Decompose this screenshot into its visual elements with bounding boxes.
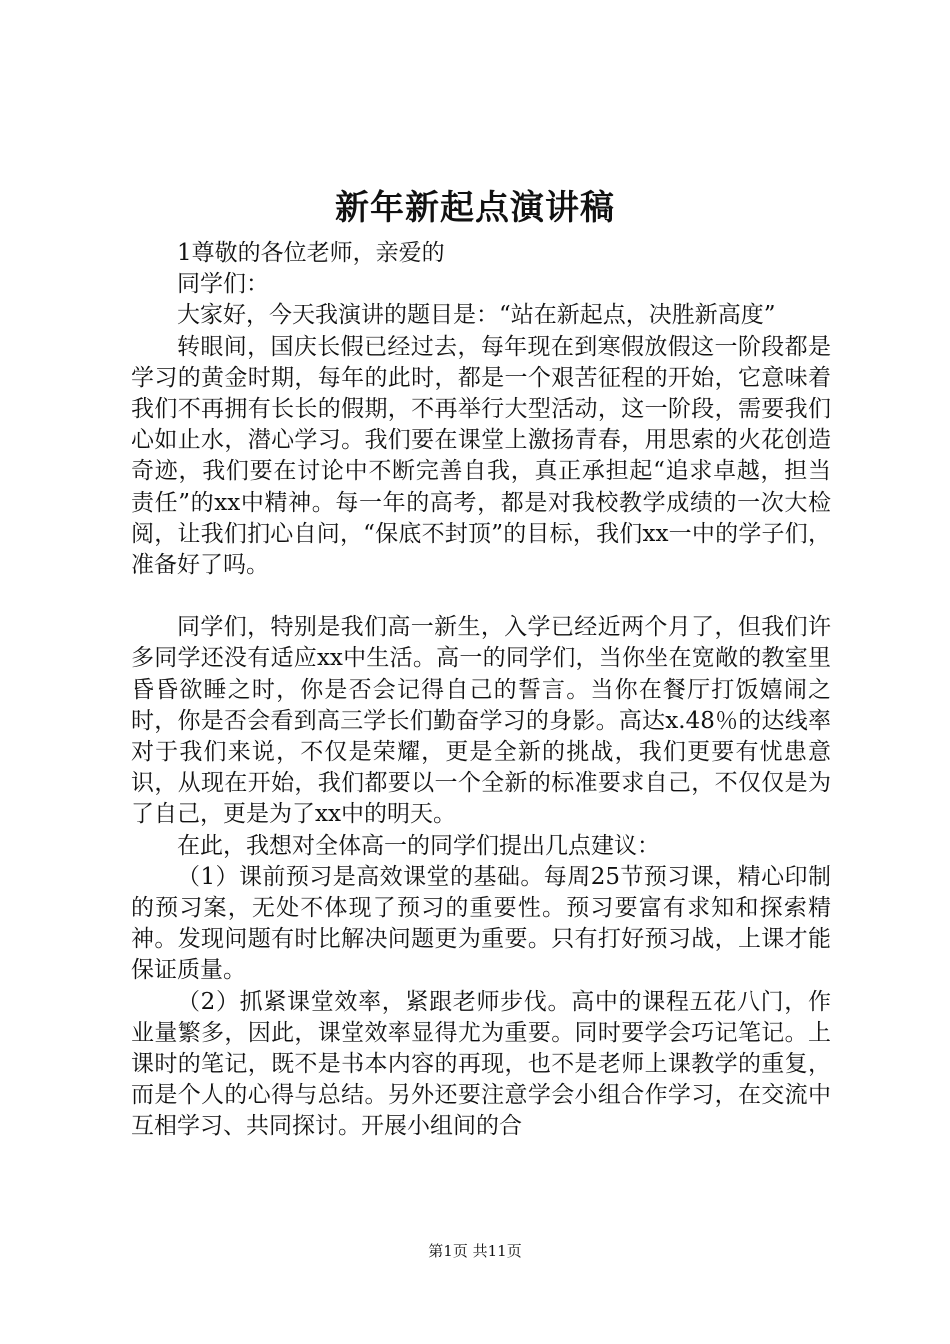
paragraph-suggestions-lead: 在此，我想对全体高一的同学们提出几点建议： — [177, 832, 660, 859]
document-body — [131, 238, 831, 1143]
document-title: 新年新起点演讲稿 — [335, 188, 615, 228]
paragraph-suggestion-1: （1）课前预习是高效课堂的基础。每周25节预习课，精心印制的预习案，无处不体现了预习的重要性。预习要富有求知和探索精神。发现问题有时比解决问题更为重要。只有打好预习战，上课才能保证质量。 — [131, 863, 831, 984]
paragraph-salutation: 1尊敬的各位老师，亲爱的 — [177, 240, 445, 266]
paragraph-freshmen: 同学们，特别是我们高一新生，入学已经近两个月了，但我们许多同学还没有适应xx中生活。高一的同学们，当你坐在宽敞的教室里昏昏欲睡之时，你是否会记得自己的誓言。当你在餐厅打饭嬉闹之时，你是否会看到高三学长们勤奋学习的身影。高达x.48％的达线率对于我们来说，不仅是荣耀，更是全新的挑战，我们更要有忧患意识，从现在开始，我们都要以一个全新的标准要求自己，不仅仅是为了自己，更是为了xx中的明天。 — [131, 614, 831, 828]
paragraph-intro: 转眼间，国庆长假已经过去，每年现在到寒假放假这一阶段都是学习的黄金时期，每年的此时，都是一个艰苦征程的开始，它意味着我们不再拥有长长的假期，不再举行大型活动，这一阶段，需要我们心如止水，潜心学习。我们要在课堂上激扬青春，用思索的火花创造奇迹，我们要在讨论中不断完善自我，真正承担起“追求卓越，担当责任”的xx中精神。每一年的高考，都是对我校教学成绩的一次大检阅，让我们扪心自问，“保底不封顶”的目标，我们xx一中的学子们，准备好了吗。 — [131, 333, 831, 579]
paragraph-greeting: 大家好，今天我演讲的题目是：“站在新起点，决胜新高度” — [177, 302, 776, 329]
paragraph-suggestion-2: （2）抓紧课堂效率，紧跟老师步伐。高中的课程五花八门，作业量繁多，因此，课堂效率显得尤为重要。同时要学会巧记笔记。上课时的笔记，既不是书本内容的再现，也不是老师上课教学的重复，而是个人的心得与总结。另外还要注意学会小组合作学习，在交流中互相学习、共同探讨。开展小组间的合 — [131, 988, 831, 1140]
paragraph-salutation-cont: 同学们： — [177, 271, 269, 298]
page-number-footer: 第1页 共11页 — [428, 1242, 522, 1260]
